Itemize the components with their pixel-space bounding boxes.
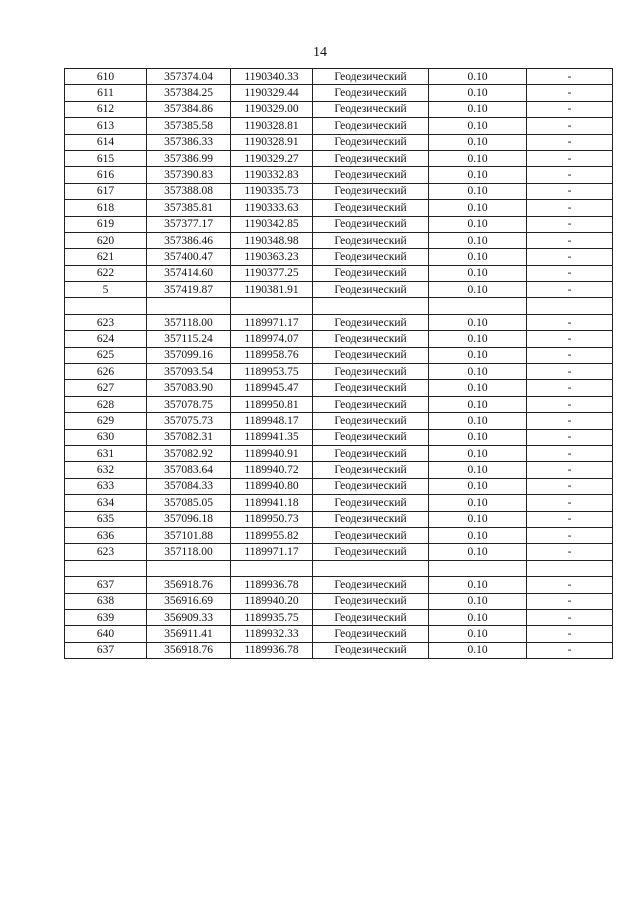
x-coordinate-cell: 357414.60 [147,265,231,281]
table-row [65,314,613,330]
note-cell: - [527,314,613,330]
table-row [65,626,613,642]
table-row [65,265,613,281]
note-cell: - [527,364,613,380]
note-cell: - [527,429,613,445]
note-cell: - [527,249,613,265]
x-coordinate-cell: 357078.75 [147,396,231,412]
accuracy-cell: 0.10 [429,265,527,281]
note-cell: - [527,527,613,543]
method-cell: Геодезический [313,445,429,461]
note-cell: - [527,118,613,134]
method-cell: Геодезический [313,85,429,101]
table-row [65,380,613,396]
method-cell: Геодезический [313,200,429,216]
coordinates-table-body [65,69,613,659]
x-coordinate-cell: 357385.81 [147,200,231,216]
method-cell: Геодезический [313,462,429,478]
empty-cell [527,298,613,314]
accuracy-cell: 0.10 [429,609,527,625]
x-coordinate-cell: 357093.54 [147,364,231,380]
x-coordinate-cell: 357419.87 [147,282,231,298]
accuracy-cell: 0.10 [429,593,527,609]
table-row [65,544,613,560]
table-row [65,364,613,380]
page-number: 14 [313,45,327,60]
method-cell: Геодезический [313,249,429,265]
point-number-cell: 627 [65,380,147,396]
y-coordinate-cell: 1189955.82 [231,527,313,543]
point-number-cell: 637 [65,577,147,593]
point-number-cell: 632 [65,462,147,478]
x-coordinate-cell: 357085.05 [147,495,231,511]
point-number-cell: 626 [65,364,147,380]
point-number-cell: 638 [65,593,147,609]
table-row [65,101,613,117]
accuracy-cell: 0.10 [429,216,527,232]
y-coordinate-cell: 1190332.83 [231,167,313,183]
method-cell: Геодезический [313,544,429,560]
x-coordinate-cell: 357082.92 [147,445,231,461]
y-coordinate-cell: 1190333.63 [231,200,313,216]
accuracy-cell: 0.10 [429,462,527,478]
table-row [65,609,613,625]
method-cell: Геодезический [313,134,429,150]
table-row [65,527,613,543]
table-row [65,413,613,429]
note-cell: - [527,445,613,461]
table-row [65,396,613,412]
accuracy-cell: 0.10 [429,167,527,183]
y-coordinate-cell: 1189950.81 [231,396,313,412]
accuracy-cell: 0.10 [429,429,527,445]
method-cell: Геодезический [313,282,429,298]
accuracy-cell: 0.10 [429,511,527,527]
accuracy-cell: 0.10 [429,642,527,658]
method-cell: Геодезический [313,495,429,511]
accuracy-cell: 0.10 [429,626,527,642]
note-cell: - [527,511,613,527]
x-coordinate-cell: 357115.24 [147,331,231,347]
note-cell: - [527,478,613,494]
accuracy-cell: 0.10 [429,249,527,265]
x-coordinate-cell: 357374.04 [147,69,231,85]
coordinates-table [64,68,613,659]
note-cell: - [527,85,613,101]
method-cell: Геодезический [313,593,429,609]
note-cell: - [527,413,613,429]
x-coordinate-cell: 357385.58 [147,118,231,134]
x-coordinate-cell: 357082.31 [147,429,231,445]
method-cell: Геодезический [313,364,429,380]
accuracy-cell: 0.10 [429,527,527,543]
x-coordinate-cell: 357400.47 [147,249,231,265]
y-coordinate-cell: 1189971.17 [231,544,313,560]
point-number-cell: 622 [65,265,147,281]
point-number-cell: 625 [65,347,147,363]
y-coordinate-cell: 1189940.72 [231,462,313,478]
note-cell: - [527,101,613,117]
table-row [65,150,613,166]
x-coordinate-cell: 356909.33 [147,609,231,625]
note-cell: - [527,593,613,609]
group-separator-row [65,298,613,314]
note-cell: - [527,544,613,560]
accuracy-cell: 0.10 [429,478,527,494]
point-number-cell: 619 [65,216,147,232]
accuracy-cell: 0.10 [429,150,527,166]
note-cell: - [527,380,613,396]
x-coordinate-cell: 357386.99 [147,150,231,166]
empty-cell [65,560,147,576]
table-row [65,232,613,248]
table-row [65,183,613,199]
point-number-cell: 623 [65,544,147,560]
method-cell: Геодезический [313,380,429,396]
accuracy-cell: 0.10 [429,364,527,380]
method-cell: Геодезический [313,527,429,543]
accuracy-cell: 0.10 [429,282,527,298]
table-row [65,282,613,298]
note-cell: - [527,183,613,199]
point-number-cell: 636 [65,527,147,543]
point-number-cell: 633 [65,478,147,494]
empty-cell [429,298,527,314]
note-cell: - [527,265,613,281]
x-coordinate-cell: 357083.64 [147,462,231,478]
y-coordinate-cell: 1189950.73 [231,511,313,527]
method-cell: Геодезический [313,413,429,429]
method-cell: Геодезический [313,314,429,330]
accuracy-cell: 0.10 [429,101,527,117]
point-number-cell: 614 [65,134,147,150]
x-coordinate-cell: 357386.33 [147,134,231,150]
point-number-cell: 618 [65,200,147,216]
y-coordinate-cell: 1189953.75 [231,364,313,380]
x-coordinate-cell: 356918.76 [147,577,231,593]
table-row [65,445,613,461]
point-number-cell: 623 [65,314,147,330]
method-cell: Геодезический [313,577,429,593]
y-coordinate-cell: 1190363.23 [231,249,313,265]
note-cell: - [527,232,613,248]
note-cell: - [527,200,613,216]
accuracy-cell: 0.10 [429,413,527,429]
table-row [65,200,613,216]
x-coordinate-cell: 357386.46 [147,232,231,248]
y-coordinate-cell: 1189974.07 [231,331,313,347]
x-coordinate-cell: 357384.25 [147,85,231,101]
point-number-cell: 640 [65,626,147,642]
point-number-cell: 639 [65,609,147,625]
note-cell: - [527,167,613,183]
x-coordinate-cell: 356911.41 [147,626,231,642]
y-coordinate-cell: 1189971.17 [231,314,313,330]
empty-cell [147,298,231,314]
y-coordinate-cell: 1190342.85 [231,216,313,232]
accuracy-cell: 0.10 [429,232,527,248]
note-cell: - [527,216,613,232]
note-cell: - [527,134,613,150]
accuracy-cell: 0.10 [429,314,527,330]
y-coordinate-cell: 1189936.78 [231,642,313,658]
method-cell: Геодезический [313,167,429,183]
y-coordinate-cell: 1190348.98 [231,232,313,248]
x-coordinate-cell: 357101.88 [147,527,231,543]
method-cell: Геодезический [313,478,429,494]
y-coordinate-cell: 1190377.25 [231,265,313,281]
method-cell: Геодезический [313,609,429,625]
x-coordinate-cell: 357384.86 [147,101,231,117]
group-separator-row [65,560,613,576]
table-row [65,495,613,511]
y-coordinate-cell: 1190328.91 [231,134,313,150]
point-number-cell: 629 [65,413,147,429]
table-row [65,331,613,347]
y-coordinate-cell: 1189940.20 [231,593,313,609]
accuracy-cell: 0.10 [429,134,527,150]
empty-cell [527,560,613,576]
point-number-cell: 621 [65,249,147,265]
accuracy-cell: 0.10 [429,396,527,412]
y-coordinate-cell: 1189940.80 [231,478,313,494]
accuracy-cell: 0.10 [429,69,527,85]
x-coordinate-cell: 357390.83 [147,167,231,183]
y-coordinate-cell: 1189932.33 [231,626,313,642]
point-number-cell: 634 [65,495,147,511]
empty-cell [147,560,231,576]
accuracy-cell: 0.10 [429,380,527,396]
table-row [65,462,613,478]
x-coordinate-cell: 357118.00 [147,314,231,330]
method-cell: Геодезический [313,150,429,166]
method-cell: Геодезический [313,626,429,642]
method-cell: Геодезический [313,347,429,363]
y-coordinate-cell: 1190329.44 [231,85,313,101]
table-row [65,167,613,183]
point-number-cell: 635 [65,511,147,527]
note-cell: - [527,609,613,625]
table-row [65,134,613,150]
point-number-cell: 611 [65,85,147,101]
y-coordinate-cell: 1189958.76 [231,347,313,363]
point-number-cell: 637 [65,642,147,658]
x-coordinate-cell: 357096.18 [147,511,231,527]
method-cell: Геодезический [313,69,429,85]
table-row [65,511,613,527]
accuracy-cell: 0.10 [429,183,527,199]
table-row [65,347,613,363]
x-coordinate-cell: 357084.33 [147,478,231,494]
x-coordinate-cell: 357388.08 [147,183,231,199]
method-cell: Геодезический [313,183,429,199]
point-number-cell: 616 [65,167,147,183]
x-coordinate-cell: 357377.17 [147,216,231,232]
y-coordinate-cell: 1190329.27 [231,150,313,166]
method-cell: Геодезический [313,265,429,281]
note-cell: - [527,462,613,478]
note-cell: - [527,495,613,511]
method-cell: Геодезический [313,232,429,248]
point-number-cell: 628 [65,396,147,412]
x-coordinate-cell: 356918.76 [147,642,231,658]
point-number-cell: 630 [65,429,147,445]
note-cell: - [527,347,613,363]
point-number-cell: 617 [65,183,147,199]
accuracy-cell: 0.10 [429,577,527,593]
x-coordinate-cell: 357075.73 [147,413,231,429]
note-cell: - [527,282,613,298]
method-cell: Геодезический [313,331,429,347]
empty-cell [313,298,429,314]
table-row [65,85,613,101]
y-coordinate-cell: 1189936.78 [231,577,313,593]
y-coordinate-cell: 1189948.17 [231,413,313,429]
point-number-cell: 612 [65,101,147,117]
table-row [65,69,613,85]
method-cell: Геодезический [313,101,429,117]
table-row [65,478,613,494]
point-number-cell: 624 [65,331,147,347]
y-coordinate-cell: 1189945.47 [231,380,313,396]
y-coordinate-cell: 1190335.73 [231,183,313,199]
method-cell: Геодезический [313,118,429,134]
x-coordinate-cell: 357099.16 [147,347,231,363]
accuracy-cell: 0.10 [429,200,527,216]
table-row [65,593,613,609]
point-number-cell: 620 [65,232,147,248]
x-coordinate-cell: 357083.90 [147,380,231,396]
method-cell: Геодезический [313,642,429,658]
note-cell: - [527,396,613,412]
accuracy-cell: 0.10 [429,445,527,461]
x-coordinate-cell: 357118.00 [147,544,231,560]
x-coordinate-cell: 356916.69 [147,593,231,609]
accuracy-cell: 0.10 [429,85,527,101]
method-cell: Геодезический [313,511,429,527]
table-row [65,577,613,593]
point-number-cell: 5 [65,282,147,298]
empty-cell [65,298,147,314]
note-cell: - [527,69,613,85]
note-cell: - [527,642,613,658]
accuracy-cell: 0.10 [429,347,527,363]
method-cell: Геодезический [313,429,429,445]
y-coordinate-cell: 1189941.18 [231,495,313,511]
y-coordinate-cell: 1189940.91 [231,445,313,461]
point-number-cell: 631 [65,445,147,461]
empty-cell [231,560,313,576]
method-cell: Геодезический [313,216,429,232]
note-cell: - [527,150,613,166]
table-row [65,216,613,232]
empty-cell [313,560,429,576]
note-cell: - [527,331,613,347]
table-row [65,249,613,265]
table-row [65,429,613,445]
empty-cell [429,560,527,576]
point-number-cell: 610 [65,69,147,85]
accuracy-cell: 0.10 [429,118,527,134]
y-coordinate-cell: 1189941.35 [231,429,313,445]
table-row [65,118,613,134]
table-row [65,642,613,658]
y-coordinate-cell: 1190329.00 [231,101,313,117]
point-number-cell: 613 [65,118,147,134]
y-coordinate-cell: 1190328.81 [231,118,313,134]
note-cell: - [527,626,613,642]
y-coordinate-cell: 1190340.33 [231,69,313,85]
method-cell: Геодезический [313,396,429,412]
accuracy-cell: 0.10 [429,495,527,511]
y-coordinate-cell: 1190381.91 [231,282,313,298]
point-number-cell: 615 [65,150,147,166]
accuracy-cell: 0.10 [429,331,527,347]
y-coordinate-cell: 1189935.75 [231,609,313,625]
accuracy-cell: 0.10 [429,544,527,560]
empty-cell [231,298,313,314]
note-cell: - [527,577,613,593]
